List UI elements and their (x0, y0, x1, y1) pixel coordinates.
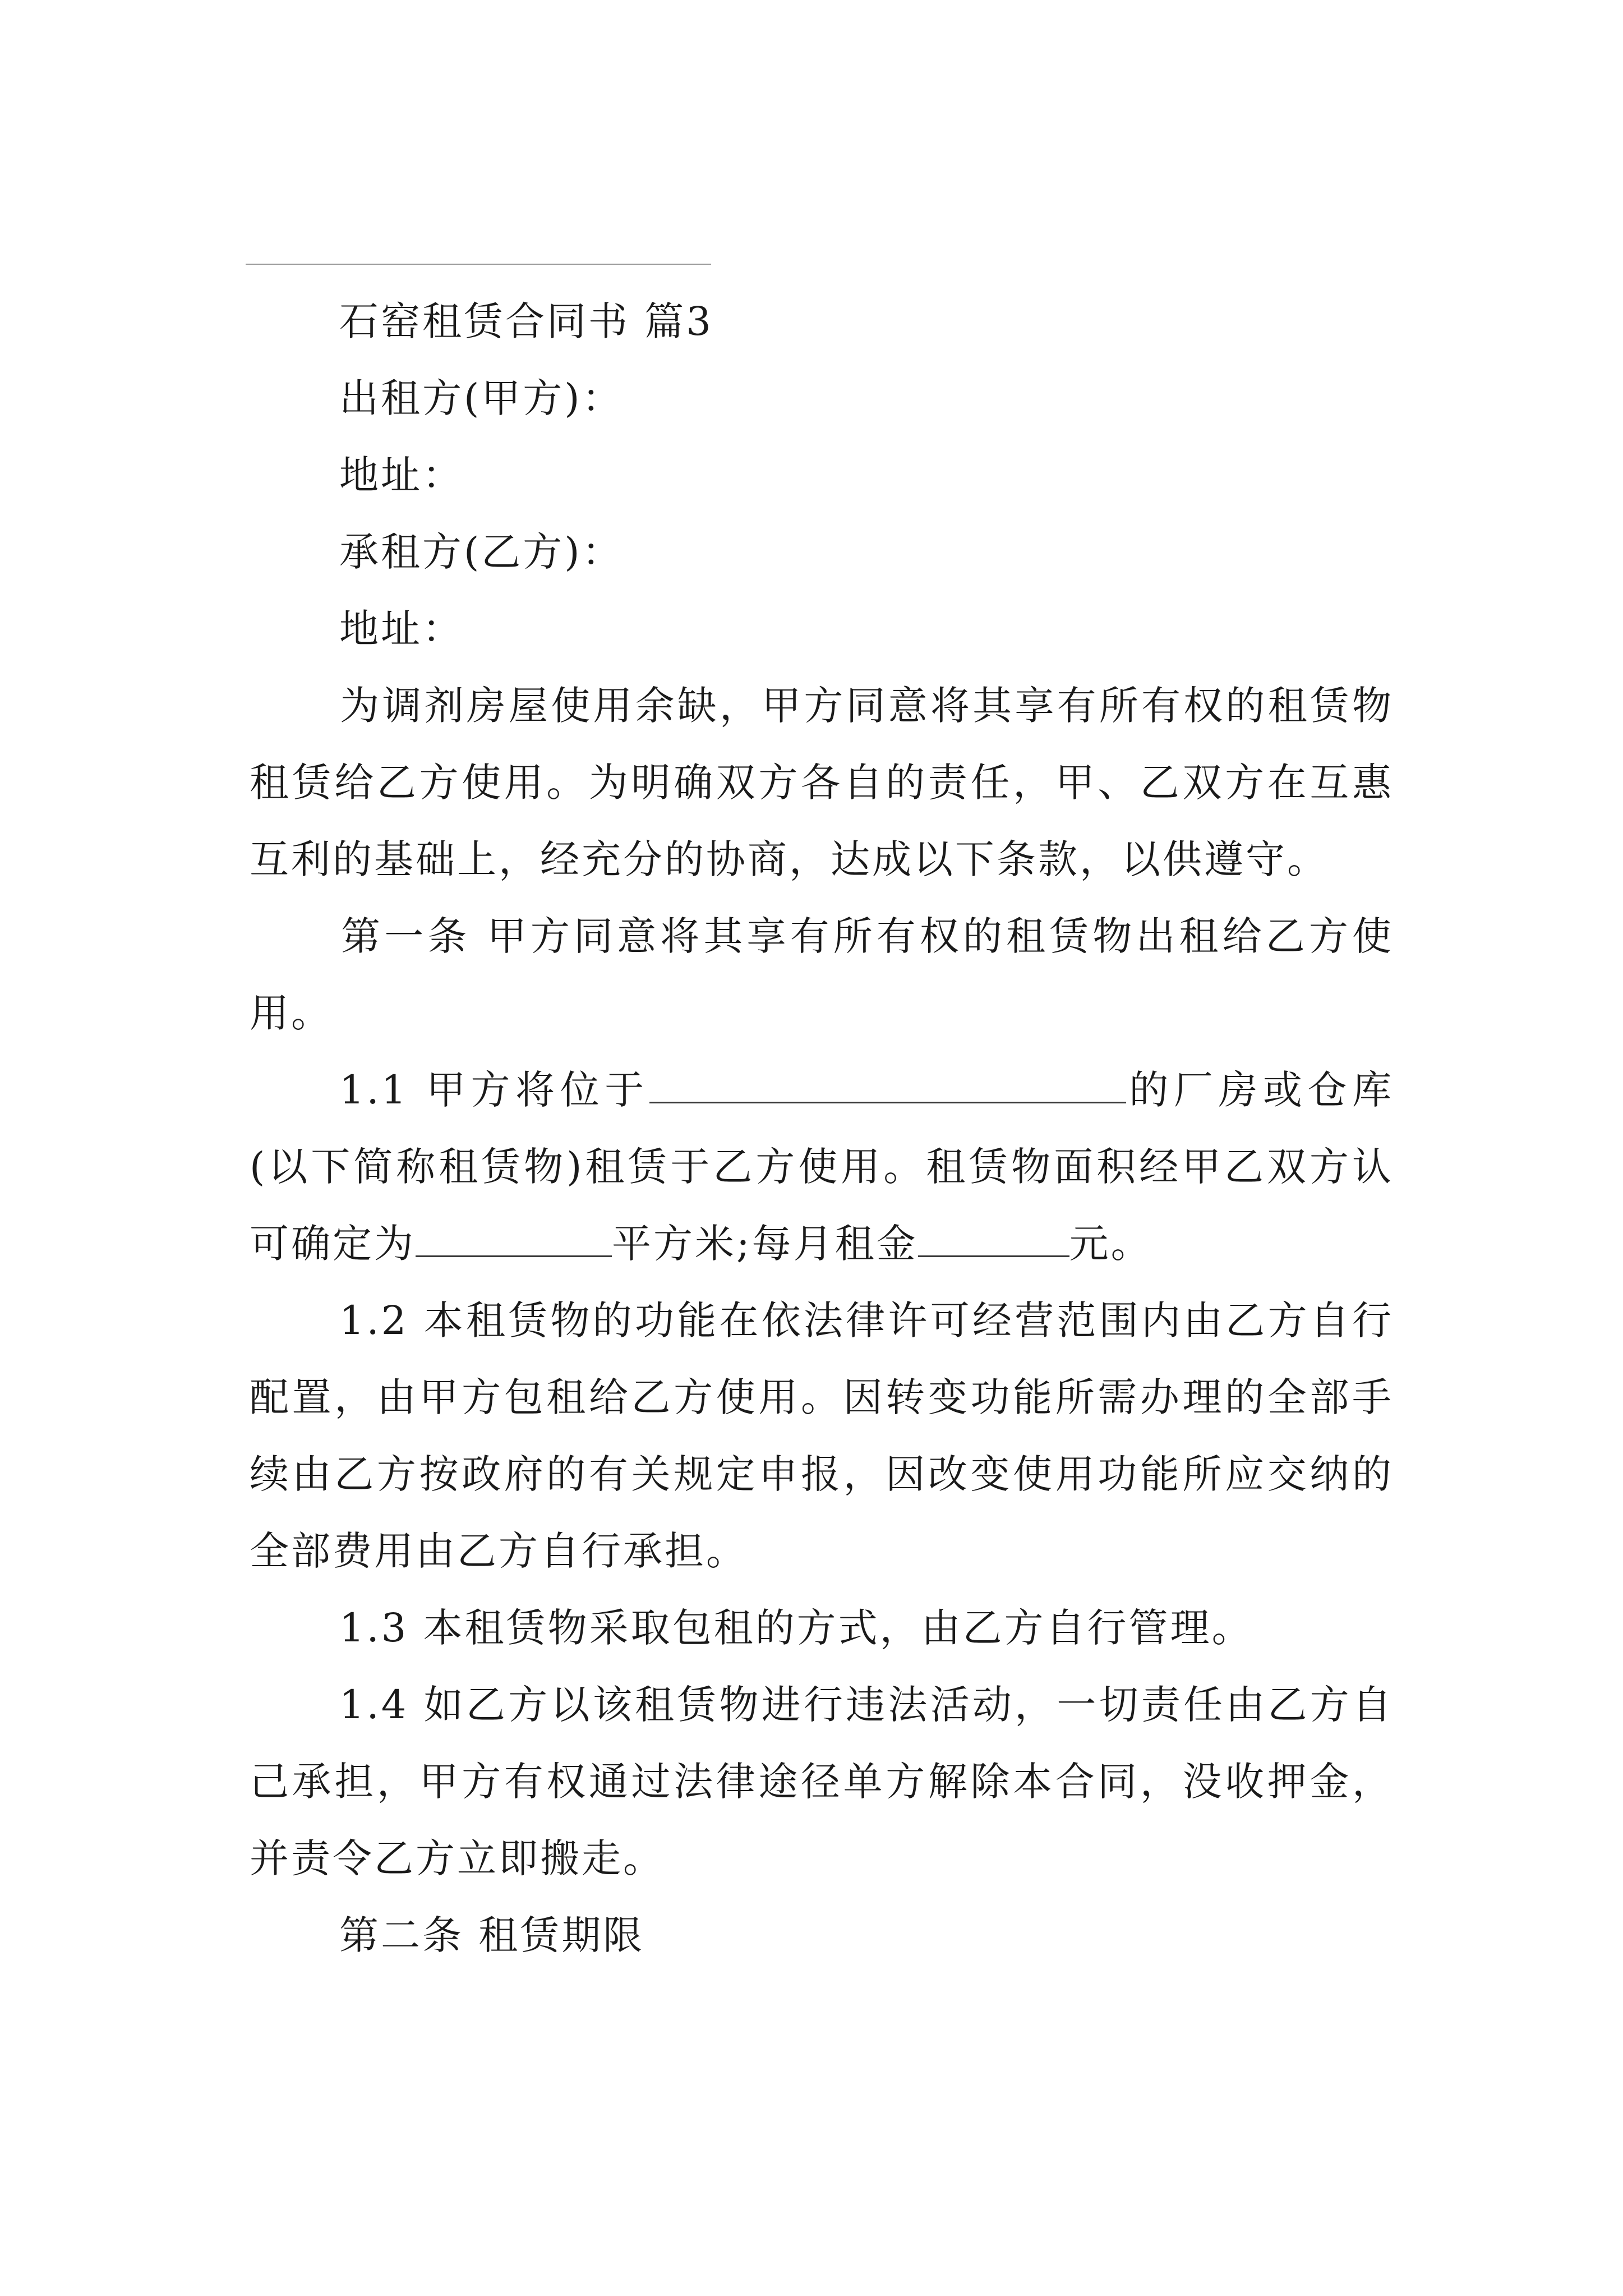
clause-1-3 (250, 1590, 1394, 1667)
clause-1-1-part3: 平方米;每月租金 (612, 1221, 918, 1267)
clause-1-2-text: 1.2 本租赁物的功能在依法律许可经营范围内由乙方自行配置，由甲方包租给乙方使用。因转变功能所需办理的全部手续由乙方按政府的有关规定申报，因改变使用功能所应交纳的全部费用由乙方自行承担。 (250, 1297, 1394, 1574)
header-rule (246, 264, 711, 265)
intro-paragraph (250, 668, 1394, 898)
document-heading: 石窑租赁合同书 篇3 (339, 298, 713, 344)
clause-1-1-part4: 元。 (1069, 1221, 1152, 1267)
lessor-label: 出租方(甲方)： (339, 375, 624, 421)
clause-1-1 (250, 1052, 1394, 1282)
lessee-address-label: 地址： (339, 606, 464, 652)
document-body (250, 283, 1394, 1974)
intro-text: 为调剂房屋使用余缺，甲方同意将其享有所有权的租赁物租赁给乙方使用。为明确双方各自的责任，甲、乙双方在互惠互利的基础上，经充分的协商，达成以下条款，以供遵守。 (250, 683, 1394, 882)
article-1 (250, 898, 1394, 1052)
clause-1-1-part1: 1.1 甲方将位于 (339, 1067, 649, 1113)
lessee-label: 承租方(乙方)： (339, 529, 624, 575)
area-blank (416, 1223, 612, 1257)
lessor-address-label: 地址： (339, 452, 464, 498)
article-2-heading: 第二条 租赁期限 (339, 1912, 645, 1958)
clause-1-2 (250, 1282, 1394, 1590)
clause-1-1-part2: 的厂房或仓库(以下简称租赁物)租赁于乙方使用。租赁物面积经甲乙双方认可确定为 (250, 1067, 1394, 1267)
article-1-text: 第一条 甲方同意将其享有所有权的租赁物出租给乙方使用。 (250, 913, 1394, 1036)
location-blank (649, 1069, 1126, 1103)
clause-1-3-text: 1.3 本租赁物采取包租的方式，由乙方自行管理。 (339, 1605, 1253, 1651)
rent-blank (918, 1223, 1069, 1257)
clause-1-4 (250, 1667, 1394, 1897)
clause-1-4-text: 1.4 如乙方以该租赁物进行违法活动，一切责任由乙方自己承担，甲方有权通过法律途径单方解除本合同，没收押金，并责令乙方立即搬走。 (250, 1682, 1394, 1881)
